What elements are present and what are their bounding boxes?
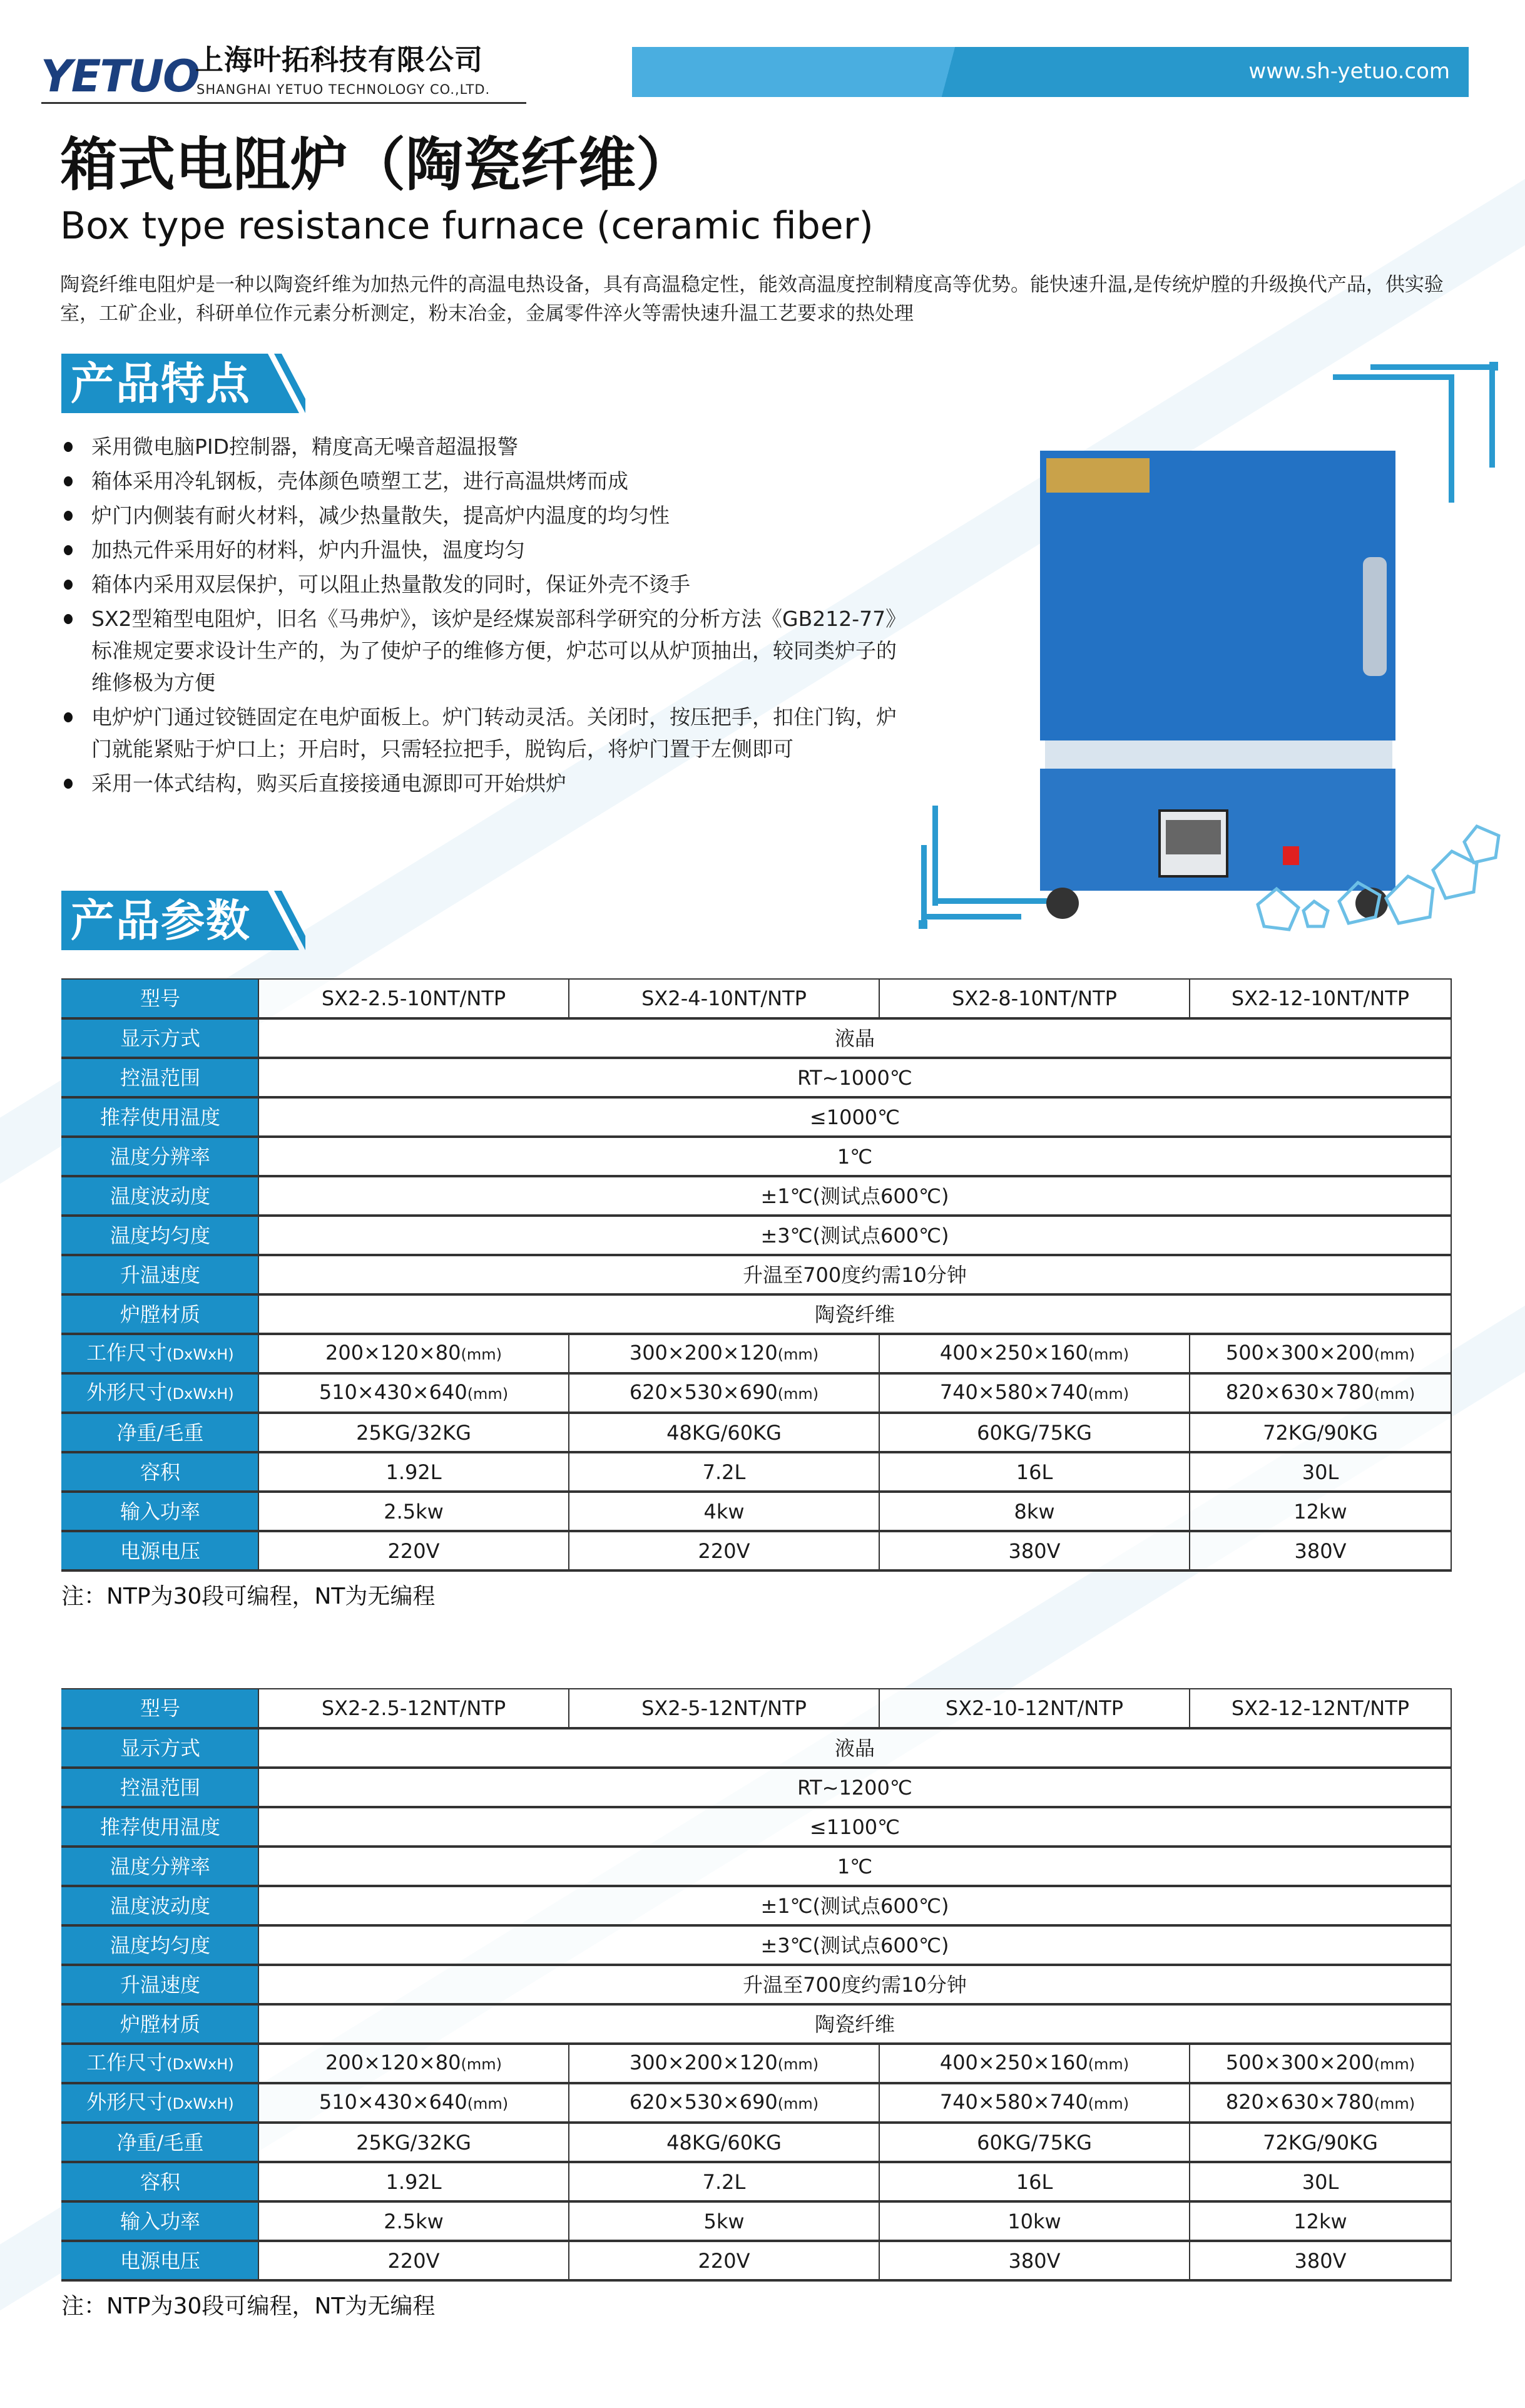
divider xyxy=(41,102,526,104)
table-cell xyxy=(258,1531,569,1570)
cell-value: 72KG/90KG xyxy=(1263,2130,1378,2154)
page-subtitle: Box type resistance furnace (ceramic fiber) xyxy=(60,204,874,248)
furnace-illustration xyxy=(907,351,1508,933)
cell-value: 510×430×640 xyxy=(319,2090,467,2114)
cell-value: SX2-12-10NT/NTP xyxy=(1231,986,1410,1010)
row-label-text: 净重/毛重 xyxy=(116,1420,204,1445)
cell-value: 25KG/32KG xyxy=(356,2130,471,2154)
section-header-features xyxy=(61,354,318,413)
table-cell xyxy=(1190,1413,1451,1452)
row-label xyxy=(62,2044,258,2083)
corner-bracket-bottom-left xyxy=(919,806,1058,929)
table-row xyxy=(62,1018,1451,1058)
table-cell xyxy=(1190,2083,1451,2123)
table-cell xyxy=(569,2044,879,2083)
row-label xyxy=(62,1097,258,1137)
row-label-text: 温度波动度 xyxy=(110,1184,210,1208)
cell-value: 60KG/75KG xyxy=(977,2130,1092,2154)
row-label xyxy=(62,2201,258,2241)
cell-unit: (mm) xyxy=(467,1385,509,1403)
table-row xyxy=(62,1531,1451,1570)
row-label-text: 显示方式 xyxy=(120,1026,200,1050)
table-row xyxy=(62,1452,1451,1492)
row-label xyxy=(62,1294,258,1334)
cell-value: 16L xyxy=(1016,2170,1053,2194)
table-row xyxy=(62,1334,1451,1373)
table-cell xyxy=(569,2162,879,2201)
table-cell xyxy=(569,979,879,1018)
cell-value: 740×580×740 xyxy=(939,1380,1088,1404)
cell-unit: (mm) xyxy=(777,2056,819,2073)
cell-value: SX2-10-12NT/NTP xyxy=(945,1696,1124,1720)
row-label-text: 电源电压 xyxy=(120,1539,200,1563)
row-label-text: 升温速度 xyxy=(120,1263,200,1287)
cell-unit: (mm) xyxy=(1088,1346,1130,1363)
table-cell xyxy=(879,2123,1190,2162)
row-label-text: 炉膛材质 xyxy=(120,2012,200,2036)
table-cell xyxy=(1190,2241,1451,2280)
row-label-suffix: (DxWxH) xyxy=(166,1346,234,1363)
row-label xyxy=(62,2162,258,2201)
cell-value: 7.2L xyxy=(702,1460,746,1484)
row-label xyxy=(62,1689,258,1728)
table-cell xyxy=(879,2044,1190,2083)
cell-value: 48KG/60KG xyxy=(666,2130,782,2154)
section-title: 产品特点 xyxy=(71,358,251,409)
table-cell xyxy=(258,1452,569,1492)
cell-value: 72KG/90KG xyxy=(1263,1420,1378,1445)
row-label-text: 工作尺寸 xyxy=(86,2051,167,2074)
cell-value: 400×250×160 xyxy=(939,2051,1088,2074)
table-row xyxy=(62,2044,1451,2083)
row-label-text: 推荐使用温度 xyxy=(99,1815,220,1839)
table-cell xyxy=(879,979,1190,1018)
table-cell xyxy=(258,2044,569,2083)
cell-value: SX2-8-10NT/NTP xyxy=(952,986,1117,1010)
description: 陶瓷纤维电阻炉是一种以陶瓷纤维为加热元件的高温电热设备，具有高温稳定性，能效高温度控制精度高等优势。能快速升温,是传统炉膛的升级换代产品，供实验室，工矿企业，科研单位作元素分析测定，粉末冶金，金属零件淬火等需快速升温工艺要求的热处理 xyxy=(60,274,1444,325)
table-cell xyxy=(569,1373,879,1413)
table-row xyxy=(62,1886,1451,1925)
cell-unit: (mm) xyxy=(1088,2095,1130,2113)
table-cell xyxy=(879,1334,1190,1373)
row-label-suffix: (DxWxH) xyxy=(166,2056,234,2073)
logo: YETUO xyxy=(41,51,199,102)
table-cell: 升温至700度约需10分钟 xyxy=(258,1255,1451,1294)
table-cell xyxy=(569,2241,879,2280)
table-cell xyxy=(569,1531,879,1570)
table-cell xyxy=(569,2201,879,2241)
table-cell xyxy=(879,1413,1190,1452)
table-cell xyxy=(1190,2123,1451,2162)
table-cell xyxy=(258,1373,569,1413)
cell-value: 380V xyxy=(1294,2248,1347,2273)
table-cell xyxy=(1190,1492,1451,1531)
row-label-text: 温度均匀度 xyxy=(110,1223,210,1248)
cell-unit: (mm) xyxy=(1374,2056,1415,2073)
row-label xyxy=(62,1728,258,1768)
feature-list xyxy=(61,431,912,802)
table-row xyxy=(62,1689,1451,1728)
row-label-text: 容积 xyxy=(140,1460,180,1484)
row-label xyxy=(62,1492,258,1531)
table-note: 注：NTP为30段可编程，NT为无编程 xyxy=(61,1584,436,1609)
cell-unit: (mm) xyxy=(777,2095,819,2113)
table-cell: 升温至700度约需10分钟 xyxy=(258,1965,1451,2004)
table-cell: ±3℃(测试点600℃) xyxy=(258,1925,1451,1965)
feature-item: 采用微电脑PID控制器，精度高无噪音超温报警 xyxy=(61,431,912,463)
table-cell xyxy=(879,1492,1190,1531)
table-row xyxy=(62,1728,1451,1768)
row-label-text: 型号 xyxy=(140,986,180,1010)
cell-unit: (mm) xyxy=(461,1346,502,1363)
feature-item: 电炉炉门通过铰链固定在电炉面板上。炉门转动灵活。关闭时，按压把手，扣住门钩，炉门就能紧贴于炉口上；开启时，只需轻拉把手，脱钩后，将炉门置于左侧即可 xyxy=(61,701,912,765)
table-cell xyxy=(258,1492,569,1531)
table-row xyxy=(62,1847,1451,1886)
table-cell xyxy=(258,1413,569,1452)
company-name-en: SHANGHAI YETUO TECHNOLOGY CO.,LTD. xyxy=(196,82,491,97)
cell-value: SX2-5-12NT/NTP xyxy=(641,1696,807,1720)
table-cell xyxy=(569,2083,879,2123)
table-row xyxy=(62,2004,1451,2044)
table-row xyxy=(62,2241,1451,2280)
cell-value: 4kw xyxy=(703,1499,745,1524)
furnace xyxy=(1040,451,1395,919)
cell-value: 220V xyxy=(387,2248,440,2273)
row-label-text: 型号 xyxy=(140,1696,180,1720)
row-label xyxy=(62,1768,258,1807)
row-label-text: 工作尺寸 xyxy=(86,1341,167,1365)
table-cell xyxy=(1190,2044,1451,2083)
table-cell: 1℃ xyxy=(258,1137,1451,1176)
table-cell xyxy=(879,1689,1190,1728)
row-label xyxy=(62,1216,258,1255)
row-label xyxy=(62,979,258,1018)
table-row xyxy=(62,1965,1451,2004)
cell-value: 300×200×120 xyxy=(629,2051,778,2074)
cell-value: 380V xyxy=(1294,1539,1347,1563)
row-label xyxy=(62,1255,258,1294)
cell-unit: (mm) xyxy=(467,2095,509,2113)
row-label xyxy=(62,1334,258,1373)
table-cell xyxy=(569,1492,879,1531)
row-label-text: 推荐使用温度 xyxy=(99,1105,220,1129)
cell-value: 820×630×780 xyxy=(1225,2090,1374,2114)
cell-unit: (mm) xyxy=(1374,2095,1415,2113)
table-cell xyxy=(879,2241,1190,2280)
row-label xyxy=(62,1018,258,1058)
product-image xyxy=(907,351,1508,933)
spec-table-1200 xyxy=(61,1688,1452,2282)
cell-value: 620×530×690 xyxy=(629,2090,778,2114)
table-note: 注：NTP为30段可编程，NT为无编程 xyxy=(61,2293,436,2319)
row-label-text: 净重/毛重 xyxy=(116,2130,204,2154)
table-cell xyxy=(1190,1531,1451,1570)
row-label xyxy=(62,1925,258,1965)
row-label xyxy=(62,1847,258,1886)
cell-unit: (mm) xyxy=(1088,1385,1130,1403)
cell-value: 220V xyxy=(698,1539,750,1563)
row-label xyxy=(62,1373,258,1413)
table-row xyxy=(62,1413,1451,1452)
table-cell xyxy=(258,979,569,1018)
row-label-text: 外形尺寸 xyxy=(86,1380,167,1404)
table-cell xyxy=(1190,1452,1451,1492)
table-row xyxy=(62,1925,1451,1965)
table-cell xyxy=(1190,1373,1451,1413)
row-label xyxy=(62,2241,258,2280)
row-label-text: 升温速度 xyxy=(120,1972,200,1997)
cell-value: 30L xyxy=(1302,2170,1339,2194)
cell-value: 300×200×120 xyxy=(629,1341,778,1365)
cell-value: 7.2L xyxy=(702,2170,746,2194)
feature-item: SX2型箱型电阻炉，旧名《马弗炉》，该炉是经煤炭部科学研究的分析方法《GB212-77》标准规定要求设计生产的，为了使炉子的维修方便，炉芯可以从炉顶抽出，较同类炉子的维修极为方便 xyxy=(61,603,912,699)
row-label xyxy=(62,1807,258,1847)
table-cell xyxy=(258,1334,569,1373)
cell-value: 12kw xyxy=(1293,2209,1347,2233)
table-cell: 陶瓷纤维 xyxy=(258,1294,1451,1334)
feature-item: 加热元件采用好的材料，炉内升温快，温度均匀 xyxy=(61,534,912,566)
feature-item: 炉门内侧装有耐火材料，减少热量散失，提高炉内温度的均匀性 xyxy=(61,500,912,531)
row-label xyxy=(62,1965,258,2004)
row-label-text: 容积 xyxy=(140,2170,180,2194)
table-cell xyxy=(879,2201,1190,2241)
cell-value: 620×530×690 xyxy=(629,1380,778,1404)
table-cell: ≤1000℃ xyxy=(258,1097,1451,1137)
cell-value: 60KG/75KG xyxy=(977,1420,1092,1445)
table-cell: 液晶 xyxy=(258,1728,1451,1768)
cell-value: 500×300×200 xyxy=(1225,2051,1374,2074)
cell-value: 220V xyxy=(698,2248,750,2273)
table-cell xyxy=(1190,2201,1451,2241)
cell-value: 500×300×200 xyxy=(1225,1341,1374,1365)
table-cell: ±1℃(测试点600℃) xyxy=(258,1886,1451,1925)
row-label xyxy=(62,2123,258,2162)
table-cell xyxy=(258,2201,569,2241)
row-label-text: 温度分辨率 xyxy=(110,1144,210,1169)
cell-value: 48KG/60KG xyxy=(666,1420,782,1445)
cell-value: 2.5kw xyxy=(384,1499,444,1524)
cell-value: 200×120×80 xyxy=(325,1341,461,1365)
row-label-text: 显示方式 xyxy=(120,1736,200,1760)
cell-unit: (mm) xyxy=(1088,2056,1130,2073)
row-label xyxy=(62,1176,258,1216)
table-cell xyxy=(258,1689,569,1728)
table-cell xyxy=(1190,1689,1451,1728)
table-cell xyxy=(258,2241,569,2280)
table-cell xyxy=(569,1334,879,1373)
table-row xyxy=(62,979,1451,1018)
table-row xyxy=(62,2123,1451,2162)
table-cell xyxy=(569,1413,879,1452)
cell-value: 1.92L xyxy=(385,1460,442,1484)
feature-item: 采用一体式结构，购买后直接接通电源即可开始烘炉 xyxy=(61,767,912,799)
row-label-text: 温度均匀度 xyxy=(110,1933,210,1957)
table-cell xyxy=(258,2083,569,2123)
cell-value: 10kw xyxy=(1007,2209,1061,2233)
row-label xyxy=(62,2004,258,2044)
cell-value: 16L xyxy=(1016,1460,1053,1484)
table-row xyxy=(62,1373,1451,1413)
table-cell: RT~1200℃ xyxy=(258,1768,1451,1807)
row-label-text: 输入功率 xyxy=(120,1499,200,1524)
page-title: 箱式电阻炉（陶瓷纤维） xyxy=(60,131,694,198)
table-row xyxy=(62,1216,1451,1255)
table-cell: RT~1000℃ xyxy=(258,1058,1451,1097)
table-cell xyxy=(879,1373,1190,1413)
cell-value: 8kw xyxy=(1014,1499,1055,1524)
table-cell xyxy=(569,1689,879,1728)
table-cell xyxy=(1190,979,1451,1018)
spec-table-1000 xyxy=(61,978,1452,1572)
table-cell: 1℃ xyxy=(258,1847,1451,1886)
cell-value: 740×580×740 xyxy=(939,2090,1088,2114)
cell-value: SX2-12-12NT/NTP xyxy=(1231,1696,1410,1720)
table-row xyxy=(62,2083,1451,2123)
table-cell xyxy=(1190,2162,1451,2201)
row-label-text: 电源电压 xyxy=(120,2248,200,2273)
table-cell xyxy=(879,1531,1190,1570)
row-label-suffix: (DxWxH) xyxy=(166,2095,234,2113)
cell-value: 380V xyxy=(1008,2248,1061,2273)
table-row xyxy=(62,1807,1451,1847)
row-label xyxy=(62,1137,258,1176)
row-label-text: 温度波动度 xyxy=(110,1893,210,1918)
row-label xyxy=(62,1452,258,1492)
cell-value: 380V xyxy=(1008,1539,1061,1563)
row-label-text: 控温范围 xyxy=(120,1065,200,1090)
section-header-params xyxy=(61,891,318,950)
cell-value: 1.92L xyxy=(385,2170,442,2194)
row-label-text: 外形尺寸 xyxy=(86,2090,167,2114)
cell-value: 12kw xyxy=(1293,1499,1347,1524)
row-label-text: 输入功率 xyxy=(120,2209,200,2233)
table-cell xyxy=(879,2162,1190,2201)
row-label-text: 炉膛材质 xyxy=(120,1302,200,1326)
table-cell: ±1℃(测试点600℃) xyxy=(258,1176,1451,1216)
table-cell: 液晶 xyxy=(258,1018,1451,1058)
row-label xyxy=(62,2083,258,2123)
website-link[interactable]: www.sh-yetuo.com xyxy=(1248,59,1450,84)
cell-unit: (mm) xyxy=(1374,1385,1415,1403)
table-cell xyxy=(1190,1334,1451,1373)
cell-value: 510×430×640 xyxy=(319,1380,467,1404)
table-row xyxy=(62,2162,1451,2201)
cell-value: 30L xyxy=(1302,1460,1339,1484)
cell-value: SX2-2.5-10NT/NTP xyxy=(321,986,506,1010)
table-row xyxy=(62,1294,1451,1334)
table-cell xyxy=(258,2162,569,2201)
row-label xyxy=(62,1886,258,1925)
cell-value: SX2-4-10NT/NTP xyxy=(641,986,807,1010)
feature-item: 箱体内采用双层保护，可以阻止热量散发的同时，保证外壳不烫手 xyxy=(61,568,912,600)
row-label xyxy=(62,1531,258,1570)
table-cell xyxy=(569,1452,879,1492)
cell-unit: (mm) xyxy=(461,2056,502,2073)
cell-value: 820×630×780 xyxy=(1225,1380,1374,1404)
row-label xyxy=(62,1058,258,1097)
table-cell: ≤1100℃ xyxy=(258,1807,1451,1847)
row-label-suffix: (DxWxH) xyxy=(166,1385,234,1403)
row-label xyxy=(62,1413,258,1452)
cell-value: 2.5kw xyxy=(384,2209,444,2233)
table-row xyxy=(62,2201,1451,2241)
row-label-text: 温度分辨率 xyxy=(110,1854,210,1878)
table-cell xyxy=(879,1452,1190,1492)
table-row xyxy=(62,1137,1451,1176)
cell-unit: (mm) xyxy=(777,1385,819,1403)
cell-value: 5kw xyxy=(703,2209,745,2233)
cell-unit: (mm) xyxy=(777,1346,819,1363)
cell-value: 25KG/32KG xyxy=(356,1420,471,1445)
table-cell: 陶瓷纤维 xyxy=(258,2004,1451,2044)
table-row xyxy=(62,1768,1451,1807)
header-bar xyxy=(632,47,1469,97)
feature-item: 箱体采用冷轧钢板，壳体颜色喷塑工艺，进行高温烘烤而成 xyxy=(61,465,912,497)
table-cell xyxy=(879,2083,1190,2123)
company-name-cn: 上海叶拓科技有限公司 xyxy=(195,43,484,76)
table-cell: ±3℃(测试点600℃) xyxy=(258,1216,1451,1255)
cell-value: 200×120×80 xyxy=(325,2051,461,2074)
table-row xyxy=(62,1097,1451,1137)
cell-value: SX2-2.5-12NT/NTP xyxy=(321,1696,506,1720)
table-row xyxy=(62,1255,1451,1294)
table-row xyxy=(62,1492,1451,1531)
cell-value: 220V xyxy=(387,1539,440,1563)
row-label-text: 控温范围 xyxy=(120,1775,200,1800)
table-row xyxy=(62,1176,1451,1216)
table-row xyxy=(62,1058,1451,1097)
cell-unit: (mm) xyxy=(1374,1346,1415,1363)
table-cell xyxy=(569,2123,879,2162)
section-title: 产品参数 xyxy=(71,895,251,946)
cell-value: 400×250×160 xyxy=(939,1341,1088,1365)
table-cell xyxy=(258,2123,569,2162)
